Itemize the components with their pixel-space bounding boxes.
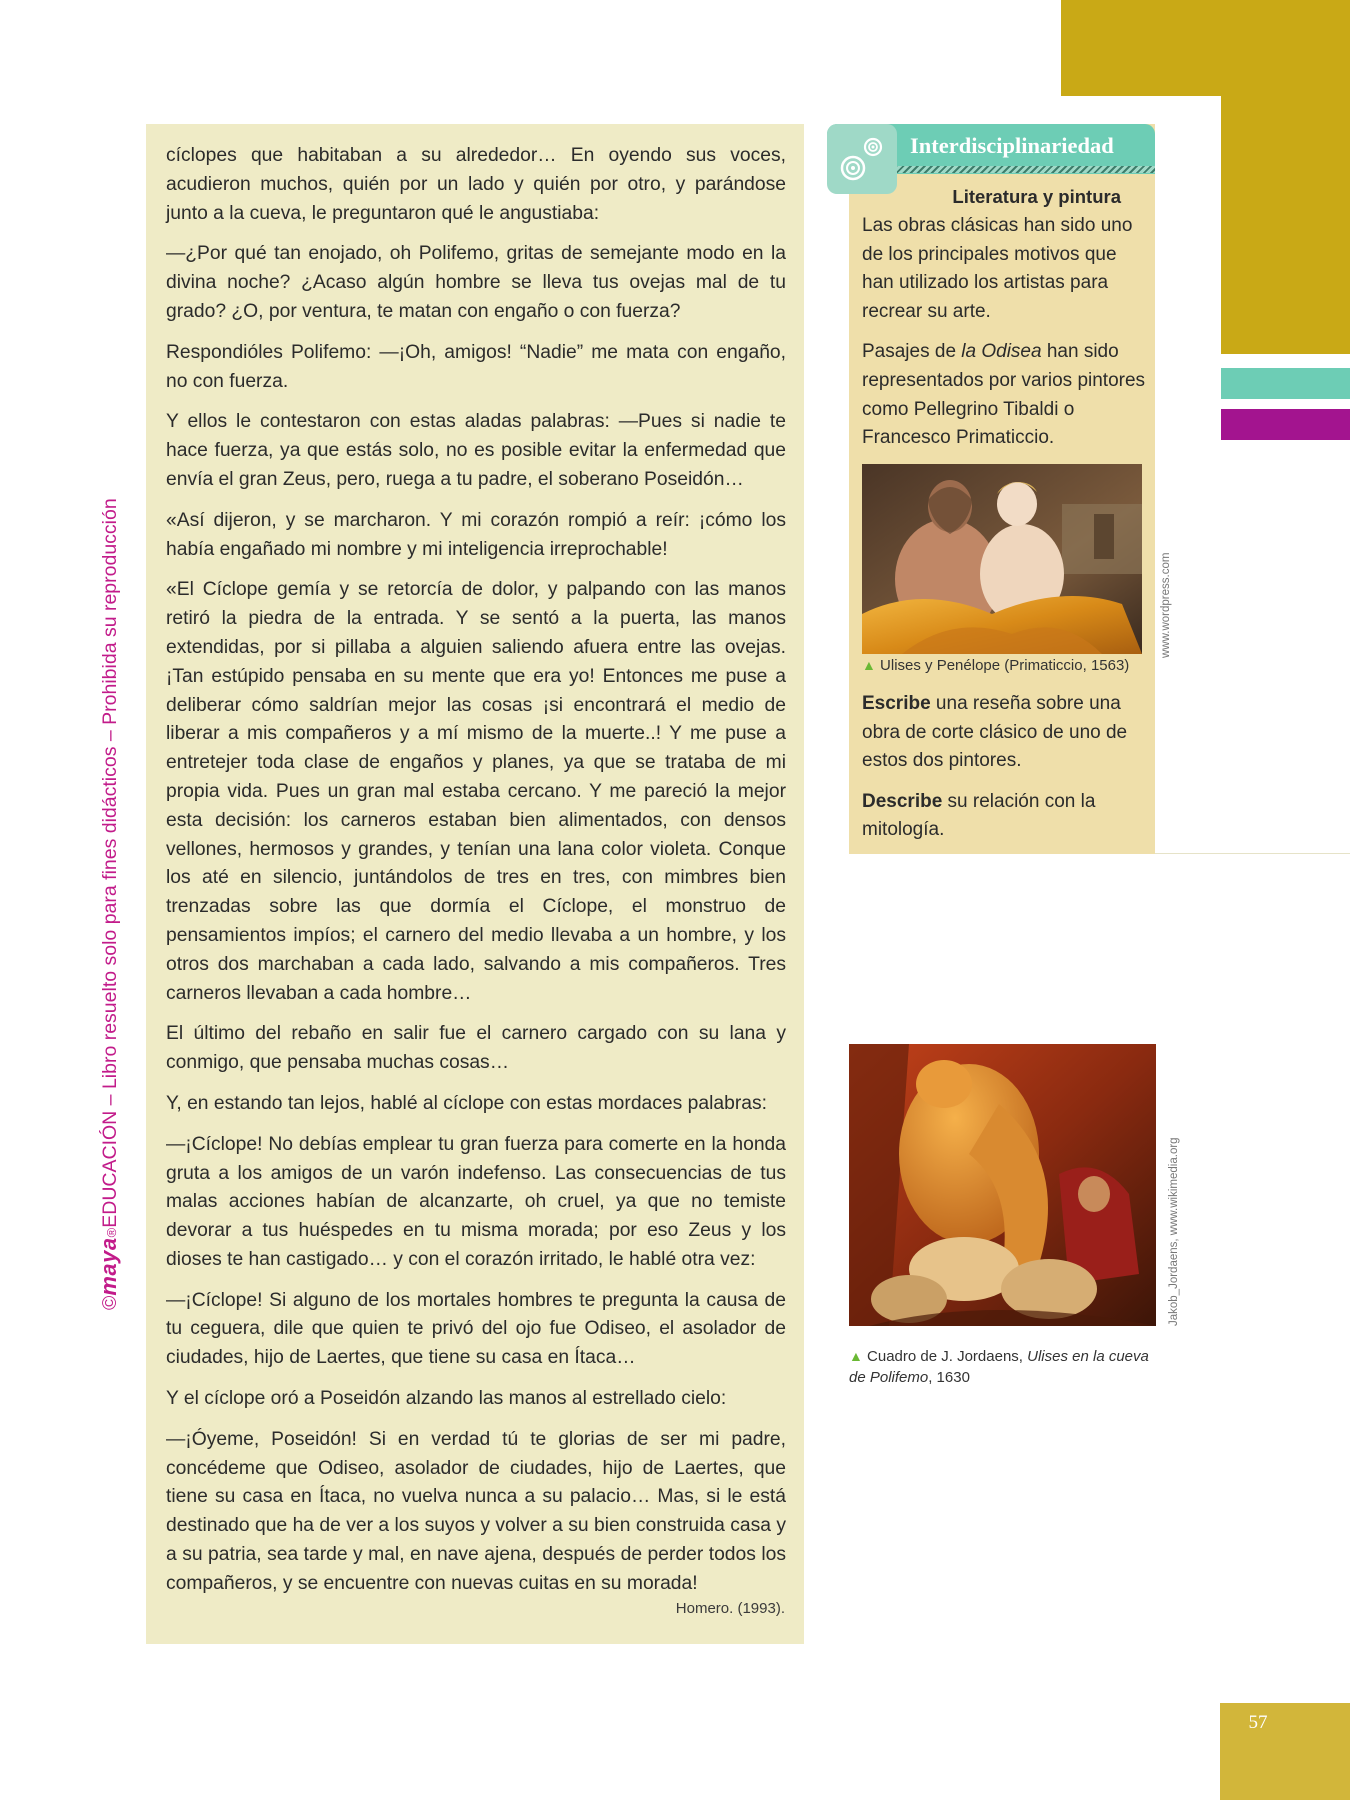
paragraph: «Así dijeron, y se marcharon. Y mi corazón rompió a reír: ¡cómo los había engañado mi nombre y mi inteligencia irreprochable! — [166, 509, 786, 560]
image-credit: www.wordpress.com — [1160, 552, 1172, 658]
figure-caption — [862, 655, 1152, 676]
triangle-icon: ▲ — [849, 1348, 863, 1364]
caption-text: Ulises y Penélope (Primaticcio, 1563) — [880, 657, 1130, 674]
sidebar-paragraph — [862, 338, 1148, 452]
paragraph: —¿Por qué tan enojado, oh Polifemo, gritas de semejante modo en la divina noche? ¿Acaso algún hombre se lleva tus ovejas mal de tu grado? ¿O, por ventura, te matan con engaño o con fuerza? — [166, 243, 786, 322]
task-verb: Describe — [862, 790, 943, 812]
paragraph: El último del rebaño en salir fue el carnero cargado con su lana y conmigo, que pensaba muchas cosas… — [166, 1023, 786, 1074]
figure-caption — [849, 1346, 1159, 1388]
brand-logo: maya — [96, 1237, 121, 1296]
copyright-symbol: © — [99, 1295, 121, 1310]
painting-ulises-penelope — [862, 464, 1142, 654]
spiral-icon — [827, 124, 897, 194]
paragraph: —¡Cíclope! Si alguno de los mortales hombres te pregunta la causa de tu ceguera, dile que quien te privó del ojo fue Odiseo, el asolador de ciudades, hijo de Laertes, que tiene su casa en Ítaca… — [166, 1289, 786, 1369]
sidebar-paragraph: Las obras clásicas han sido uno de los principales motivos que han utilizado los artistas para recrear su arte. — [862, 215, 1133, 322]
header-stripe — [888, 166, 1155, 173]
registered-mark: ® — [104, 1227, 119, 1238]
paragraph: Y ellos le contestaron con estas aladas palabras: —Pues si nadie te hace fuerza, ya que estás solo, no es posible evitar la enfermedad que envía el gran Zeus, pero, ruega a tu padre, el soberano Poseidón… — [166, 411, 786, 490]
caption-italic-title: Ulises en la cueva de Polifemo — [849, 1348, 1149, 1386]
reading-panel — [146, 124, 804, 1644]
task-item — [862, 690, 1148, 776]
sidebar-title: Interdisciplinariedad — [910, 133, 1114, 158]
paragraph: «El Cíclope gemía y se retorcía de dolor, y palpando con las manos retiró la piedra de la entrada. Y se sentó a la puerta, las manos extendidas, por si pillaba a alguien saliendo afuera entre las ovejas. ¡Tan estúpido pensaba en su mente que era yo! Entonces me puse a deliberar cómo saldrían mejor las cosas ¡si encontrará el medio de liberar a mis compañeros y a mí mismo de la muerte..! Y me puse a entretejer toda clase de engaños y planes, ya que se trataba de mi propia vida. Pues un gran mal estaba cercano. Y me pareció la mejor esta decisión: los carneros estaban bien alimentados, con densos vellones, hermosos y grandes, y tenían una lana color violeta. Conque los até en silencio, juntándolos de tres en tres, con mimbres bien trenzadas sobre las que dormía el Cíclope, el monstruo de pensamientos impíos; el carnero del medio llevaba a un hombre, y los otros dos marchaban a cada lado, salvando a mis compañeros. Tres carneros llevaban a cada hombre… — [166, 579, 786, 1004]
triangle-icon: ▲ — [862, 657, 876, 673]
text-span: han sido representados por varios pintores como Pellegrino Tibaldi o Francesco Primaticcio. — [862, 341, 1146, 449]
citation: Homero. (1993). — [675, 1600, 785, 1617]
paragraph: Y, en estando tan lejos, hablé al cíclope con estas mordaces palabras: — [166, 1092, 767, 1114]
paragraph: Respondióles Polifemo: —¡Oh, amigos! “Nadie” me mata con engaño, no con fuerza. — [166, 341, 786, 392]
image-credit: Jakob_Jordaens, www.wikimedia.org — [1168, 1137, 1180, 1326]
paragraph: —¡Óyeme, Poseidón! Si en verdad tú te glorias de ser mi padre, concédeme que Odiseo, asolador de ciudades, hijo de Laertes, que tiene su casa en Ítaca, no vuelva nunca a su palacio… Mas, si le está destinado que ha de ver a los suyos y volver a su bien construida casa y a su patria, sea tarde y mal, en nave ajena, después de perder todos los compañeros, y se encuentre con nuevas cuitas en su morada! — [166, 1428, 786, 1594]
italic-title: la Odisea — [961, 341, 1042, 363]
paragraph: cíclopes que habitaban a su alrededor… En oyendo sus voces, acudieron muchos, quién por un lado y quién por otro, y parándose junto a la cueva, le preguntaron qué le angustiaba: — [166, 145, 786, 224]
task-text: una reseña sobre una obra de corte clásico de uno de estos dos pintores. — [862, 693, 1128, 772]
caption-text: , 1630 — [928, 1369, 970, 1386]
text-span: Pasajes de — [862, 341, 962, 363]
copyright-side-note — [96, 498, 122, 1310]
gold-corner-block — [1061, 0, 1350, 96]
sidebar-subtitle: Literatura y pintura — [952, 186, 1121, 207]
task-verb: Escribe — [862, 693, 931, 714]
page-number: 57 — [1248, 1712, 1268, 1733]
gold-side-bar — [1221, 96, 1350, 354]
magenta-tab — [1221, 409, 1350, 440]
teal-tab — [1221, 368, 1350, 399]
sidebar-text — [862, 212, 1148, 465]
sidebar-tasks — [862, 690, 1148, 857]
task-item — [862, 788, 1148, 845]
caption-text: Cuadro de J. Jordaens, — [867, 1348, 1028, 1365]
side-note-text: EDUCACIÓN – Libro resuelto solo para fines didácticos – Prohibida su reproducción — [99, 498, 121, 1228]
painting-polifemo-cave — [849, 1044, 1156, 1326]
paragraph: —¡Cíclope! No debías emplear tu gran fuerza para comerte en la honda gruta a los amigos de un varón indefenso. Las consecuencias de tus malas acciones habían de alcanzarte, oh cruel, ya que no temiste devorar a tus huéspedes en tu misma morada; por eso Zeus y los dioses te han castigado… y con el corazón irritado, le hablé otra vez: — [166, 1133, 786, 1270]
reading-text — [166, 142, 786, 1611]
task-text: su relación con la mitología. — [862, 790, 1096, 841]
paragraph: Y el cíclope oró a Poseidón alzando las manos al estrellado cielo: — [166, 1388, 727, 1410]
